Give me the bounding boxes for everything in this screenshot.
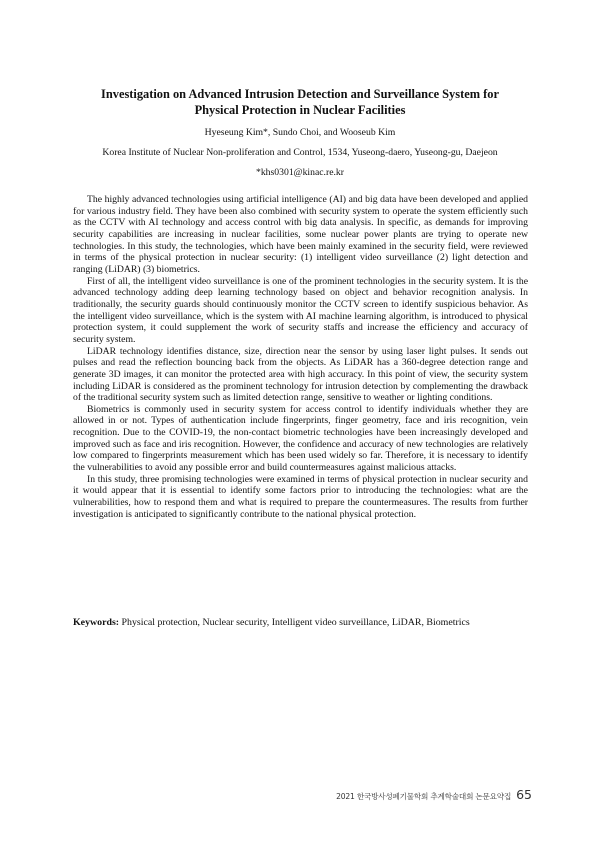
keywords-line bbox=[73, 616, 533, 629]
abstract-paragraph-intro: The highly advanced technologies using artificial intelligence (AI) and big data have been developed and applied for various industry field. They have been also combined with security system to operate the system efficiently such as the CCTV with AI technology and access control with big data analysis. In specific, as demands for improving security capabilities are increasing in nuclear facilities, some nuclear power plants are trying to operate new technologies. In this study, the technologies, which have been mainly examined in the security field, were reviewed in terms of the physical protection in nuclear security: (1) intelligent video surveillance (2) light detection and ranging (LiDAR) (3) biometrics. bbox=[73, 194, 528, 275]
abstract-paragraph-biometrics: Biometrics is commonly used in security system for access control to identify individuals whether they are allowed in or not. Types of authentication include fingerprints, finger geometry, face and iris recognition, vein recognition. Due to the COVID-19, the non-contact biometric technologies have been increasingly developed and improved such as face and iris recognition. However, the confidence and accuracy of new technologies are relatively low compared to fingerprints measurement which has been used widely so far. Therefore, it is necessary to identify the vulnerabilities to avoid any possible error and build countermeasures against malicious attacks. bbox=[73, 403, 528, 474]
abstract-paragraph-conclusion: In this study, three promising technologies were examined in terms of physical protection in nuclear security and it would appear that it is essential to identify some factors prior to introducing the technologies: what are the vulnerabilities, how to respond them and what is required to prepare the countermeasures. The results from further investigation is anticipated to significantly contribute to the national physical protection. bbox=[73, 473, 528, 520]
paper-title-line-1: Investigation on Advanced Intrusion Detection and Surveillance System for bbox=[101, 87, 499, 101]
author-affiliation: Korea Institute of Nuclear Non-proliferation and Control, 1534, Yuseong-daero, Yuseong-gu, Daejeon bbox=[102, 147, 498, 158]
abstract-paragraph-video-surveillance: First of all, the intelligent video surveillance is one of the prominent technologies in the security system. It is the advanced technology adding deep learning technology based on object and behavior recognition analysis. In traditionally, the security guards should continuously monitor the CCTV screen to identify suspicious behavior. As the intelligent video surveillance, which is the system with AI machine learning algorithm, is introduced to physical protection system, it could supplement the work of security staffs and increase the efficiency and accuracy of security system. bbox=[73, 275, 528, 345]
corresponding-email: *khs0301@kinac.re.kr bbox=[255, 167, 344, 178]
paper-title bbox=[60, 86, 540, 118]
keywords-label: Keywords: bbox=[73, 617, 120, 628]
footer-proceedings-title: 2021 한국방사성폐기물학회 추계학술대회 논문요약집 bbox=[336, 792, 512, 801]
page-number: 65 bbox=[516, 787, 532, 802]
author-list: Hyeseung Kim*, Sundo Choi, and Wooseub Kim bbox=[204, 127, 396, 138]
abstract-body bbox=[73, 194, 528, 520]
keywords-list: Physical protection, Nuclear security, Intelligent video surveillance, LiDAR, Biometrics bbox=[121, 617, 470, 628]
paper-title-line-2: Physical Protection in Nuclear Facilities bbox=[194, 103, 406, 117]
abstract-paragraph-lidar: LiDAR technology identifies distance, size, direction near the sensor by using laser light pulses. It sends out pulses and read the reflection bouncing back from the objects. As LiDAR has a 360-degree detection range and generate 3D images, it can monitor the protected area with high accuracy. In this point of view, the security system including LiDAR is considered as the prominent technology for intrusion detection by complementing the drawback of the traditional security system such as limited detection range, sensitive to weather or lighting conditions. bbox=[73, 345, 528, 404]
page-footer bbox=[336, 787, 532, 802]
